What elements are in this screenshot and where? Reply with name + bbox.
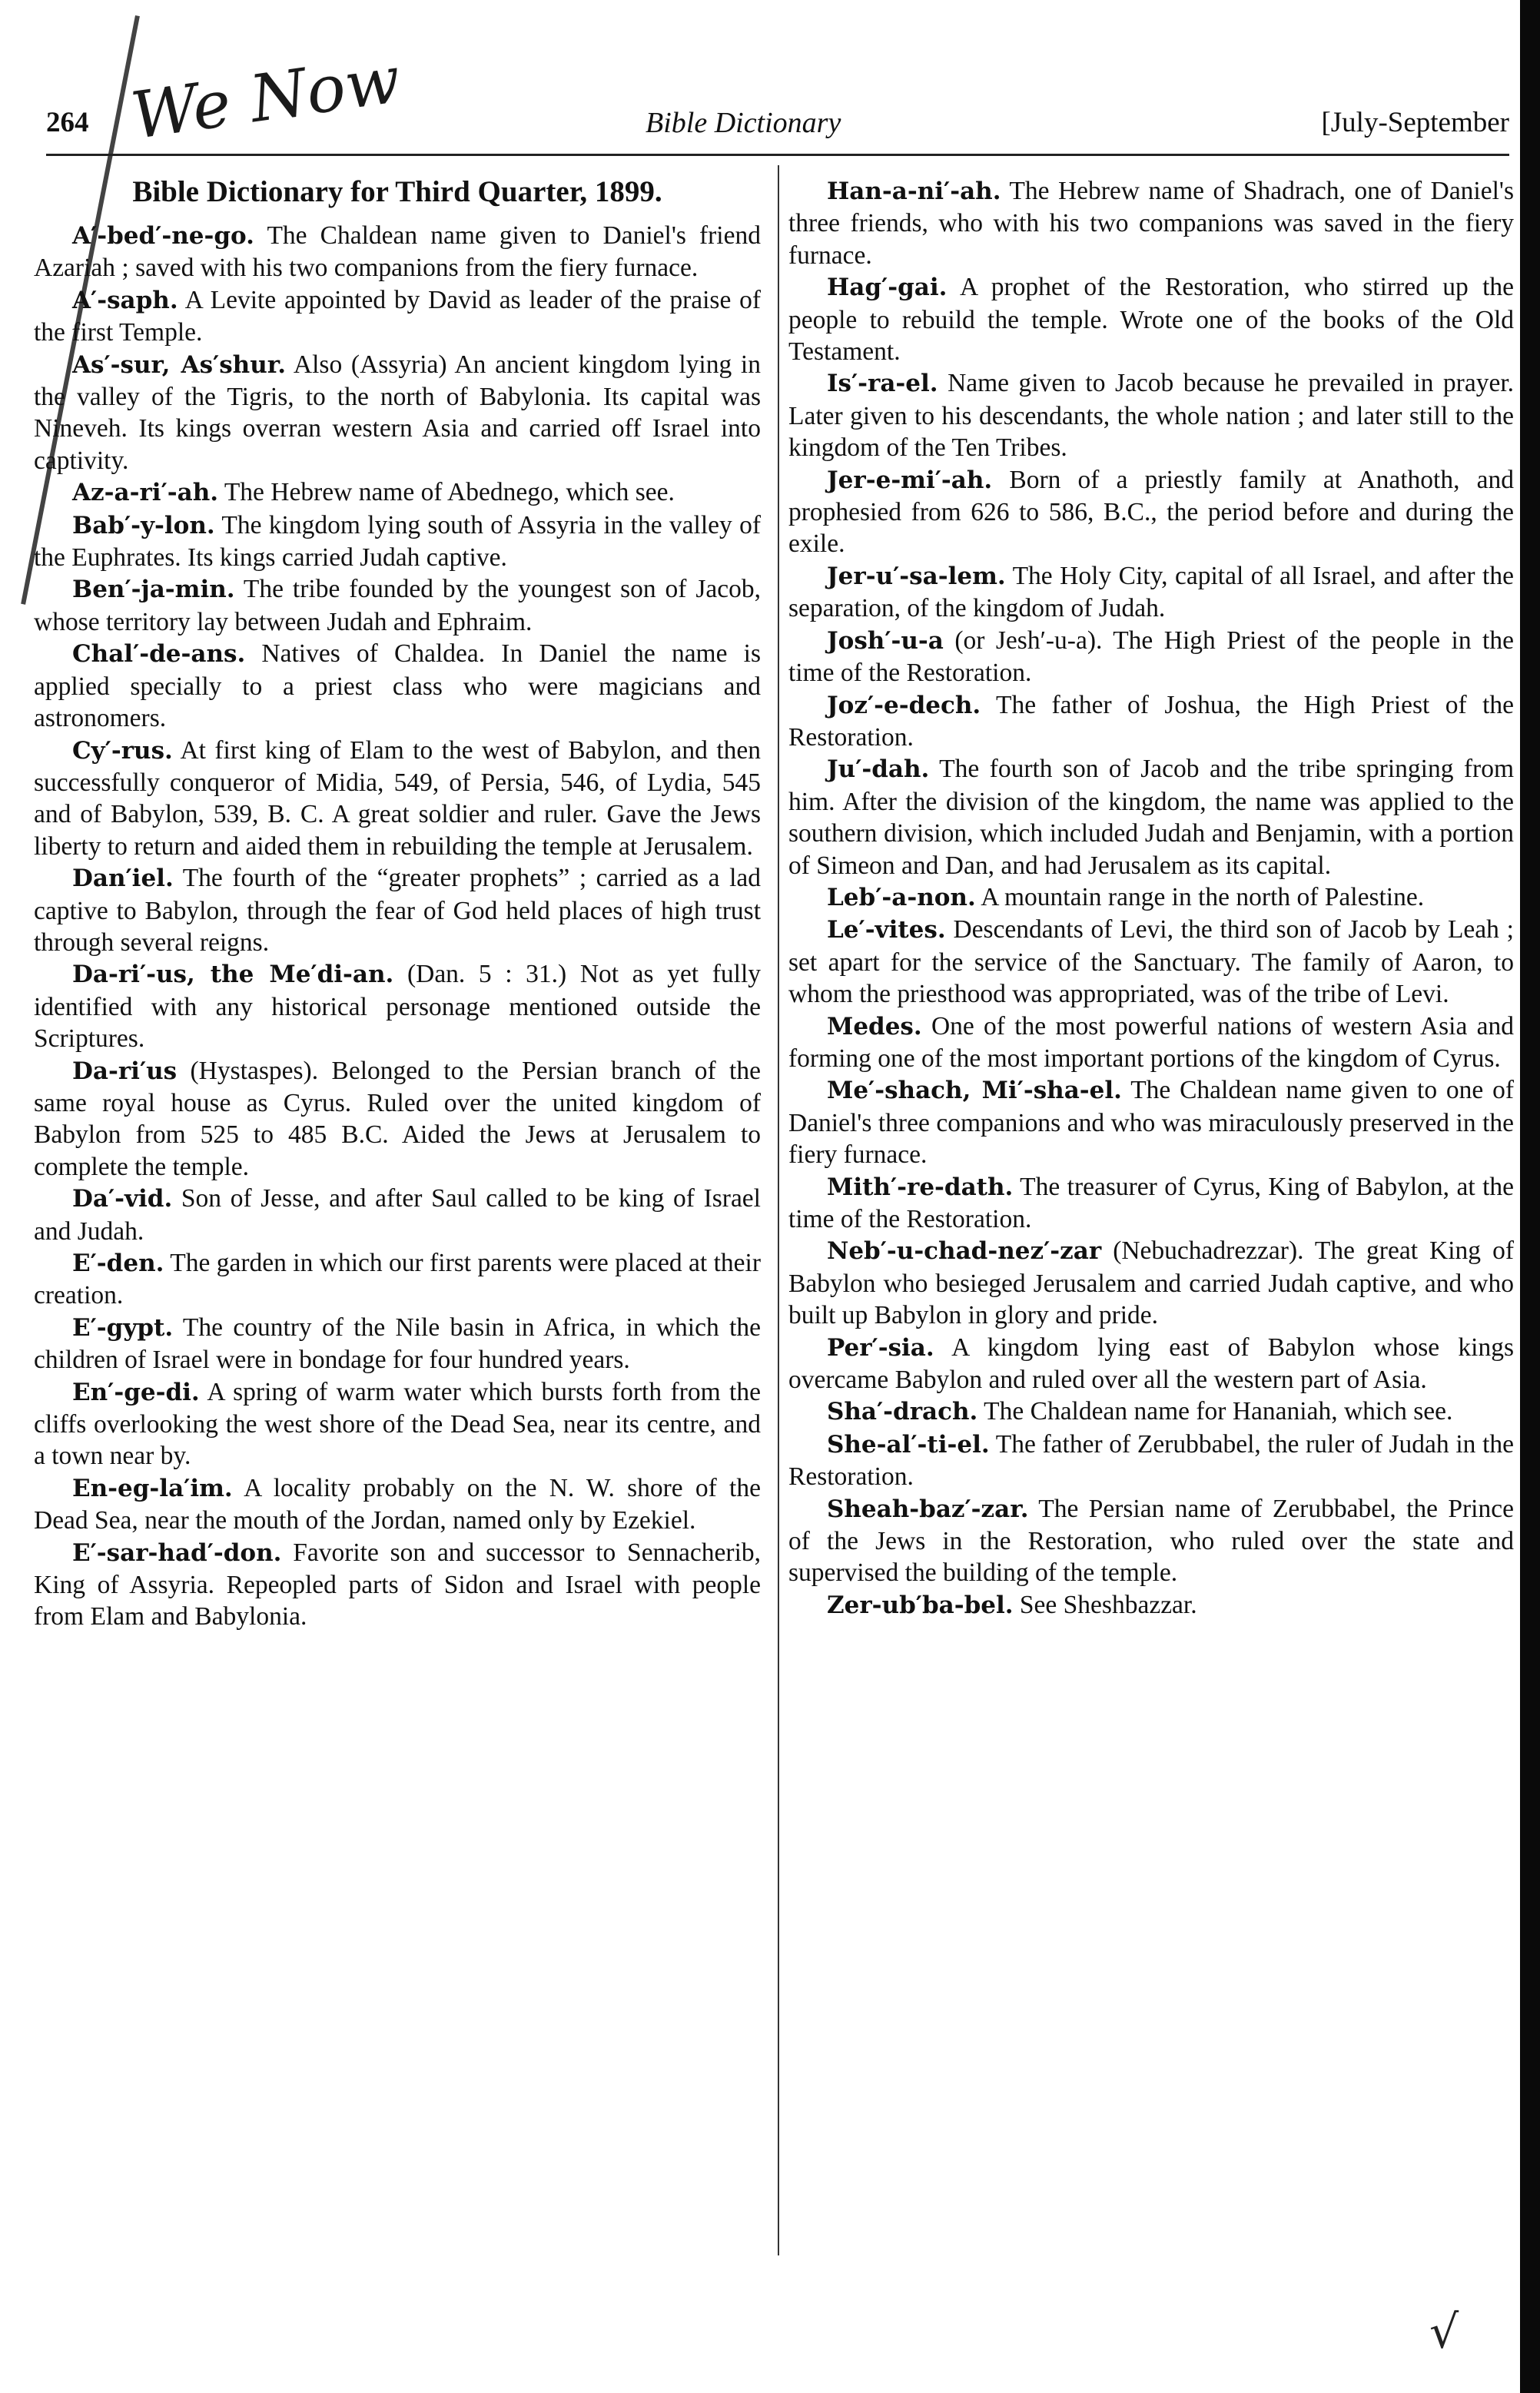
dictionary-entry [34, 284, 761, 349]
entry-headword: Is′-ra-el. [827, 370, 938, 398]
entry-headword: Medes. [827, 1012, 922, 1041]
entry-headword: Ju′-dah. [827, 755, 930, 784]
dictionary-entry [34, 735, 761, 863]
entry-definition: The Holy City, capital of all Israel, and after the separation, of the kingdom of Judah. [788, 561, 1514, 623]
entry-definition: The fourth son of Jacob and the tribe springing from him. After the division of the kingdom, the name was applied to the southern division, which included Judah and Benjamin, with a portion of Simeon and Dan, and had Jerusalem as its capital. [788, 755, 1514, 880]
dictionary-entry [34, 1376, 761, 1472]
scan-edge-bar [1520, 0, 1540, 2393]
dictionary-entry [34, 1472, 761, 1537]
entry-headword: Sha′-drach. [827, 1398, 978, 1426]
entry-headword: Mith′-re-dath. [827, 1173, 1014, 1201]
entry-headword: As′-sur, As′shur. [72, 350, 287, 379]
dictionary-entry [788, 271, 1514, 367]
entry-definition: Descendants of Levi, the third son of Jacob by Leah ; set apart for the service of the Sanctuary. The family of Aaron, to whom the priesthood was appropriated, was of the tribe of Levi. [788, 915, 1514, 1009]
page-header [46, 41, 1509, 154]
dictionary-entry [34, 509, 761, 574]
entry-headword: Per′-sia. [827, 1333, 934, 1362]
dictionary-entry [34, 349, 761, 477]
entry-headword: Sheah-baz′-zar. [827, 1495, 1029, 1523]
dictionary-entry [34, 1247, 761, 1312]
entry-definition: (Nebuchadrezzar). The great King of Babylon who besieged Jerusalem and carried Judah captive, and who built up Babylon in glory and pride. [788, 1236, 1514, 1330]
dictionary-entry [788, 625, 1514, 689]
entry-headword: Le′-vites. [827, 916, 946, 944]
entry-definition: The Persian name of Zerubbabel, the Prince of the Jews in the Restoration, who ruled over the state and supervised the building of the temple. [788, 1494, 1514, 1588]
entry-definition: A prophet of the Restoration, who stirred up the people to rebuild the temple. Wrote one of the books of the Old Testament. [788, 273, 1514, 367]
entry-headword: Da′-vid. [72, 1185, 173, 1213]
entry-definition: At first king of Elam to the west of Babylon, and then successfully conqueror of Midia, 549, of Persia, 546, of Lydia, 545 and of Babylon, 539, B. C. A great soldier and ruler. Gave the Jews liberty to return and aided them in rebuilding the temple at Jerusalem. [34, 735, 762, 861]
dictionary-entry [34, 1055, 761, 1183]
entry-headword: Az-a-ri′-ah. [72, 479, 219, 507]
dictionary-entry [788, 1332, 1514, 1396]
dictionary-entry [788, 464, 1514, 560]
entry-headword: Leb′-a-non. [827, 883, 976, 911]
entry-headword: Neb′-u-chad-nez′-zar [827, 1237, 1102, 1266]
entry-headword: Da-ri′us [72, 1057, 178, 1085]
entry-headword: Jer-u′-sa-lem. [827, 562, 1006, 590]
section-title: Bible Dictionary for Third Quarter, 1899. [132, 175, 662, 208]
entry-definition: The tribe founded by the youngest son of Jacob, whose territory lay between Judah and Ephraim. [34, 575, 761, 636]
dictionary-entry [788, 914, 1514, 1010]
entry-headword: Joz′-e-dech. [827, 691, 981, 719]
entry-definition: Favorite son and successor to Sennacherib, King of Assyria. Repeopled parts of Sidon and Israel with people from Elam and Babylonia. [34, 1538, 762, 1631]
page-number: 264 [46, 107, 89, 138]
entry-definition: See Sheshbazzar. [1019, 1590, 1197, 1619]
entry-definition: Son of Jesse, and after Saul called to be king of Israel and Judah. [34, 1184, 761, 1246]
dictionary-entry [34, 1183, 761, 1247]
entry-definition: A spring of warm water which bursts forth from the cliffs overlooking the west shore of the Dead Sea, near its centre, and a town near by. [34, 1377, 761, 1471]
left-column [34, 175, 761, 1633]
entry-definition: The Chaldean name for Hananiah, which see. [984, 1397, 1453, 1426]
entry-definition: The country of the Nile basin in Africa, in which the children of Israel were in bondage for four hundred years. [34, 1313, 761, 1375]
entry-headword: Da-ri′-us, the Me′di-an. [72, 961, 394, 989]
dictionary-entry [34, 220, 761, 284]
entry-headword: A′-bed′-ne-go. [72, 222, 254, 250]
dictionary-entry [34, 573, 761, 638]
entry-definition: The Hebrew name of Abednego, which see. [224, 478, 675, 507]
entry-definition: The father of Zerubbabel, the ruler of Judah in the Restoration. [788, 1429, 1514, 1492]
dictionary-entry [34, 638, 761, 734]
entry-definition: Name given to Jacob because he prevailed in prayer. Later given to his descendants, the whole nation ; and later still to the kingdom of the Ten Tribes. [788, 369, 1515, 463]
dictionary-entry [788, 1493, 1514, 1589]
entry-headword: Dan′iel. [72, 865, 174, 893]
dictionary-entry [788, 367, 1514, 463]
entry-headword: Bab′-y-lon. [72, 511, 215, 539]
entry-headword: Chal′-de-ans. [72, 640, 246, 669]
entry-definition: Born of a priestly family at Anathoth, and prophesied from 626 to 586, B.C., the period before and during the exile. [788, 465, 1515, 559]
dictionary-entry [788, 1171, 1514, 1236]
entry-headword: E′-gypt. [72, 1313, 174, 1342]
entry-headword: Ben′-ja-min. [72, 576, 235, 604]
dictionary-entry [788, 560, 1514, 625]
entry-definition: (Dan. 5 : 31.) Not as yet fully identified with any historical personage mentioned outside the Scriptures. [34, 960, 761, 1054]
right-column [788, 175, 1514, 1621]
dictionary-entry [34, 1537, 761, 1633]
entry-definition: A locality probably on the N. W. shore of the Dead Sea, near the mouth of the Jordan, named only by Ezekiel. [34, 1473, 761, 1535]
handwritten-note: We Now [126, 41, 405, 154]
dictionary-entry [34, 476, 761, 509]
dictionary-entry [34, 958, 761, 1054]
entry-definition: (or Jesh′-u-a). The High Priest of the people in the time of the Restoration. [788, 626, 1514, 688]
dictionary-entry [788, 1235, 1514, 1331]
column-divider [778, 165, 779, 2255]
check-mark: √ [1429, 2305, 1459, 2359]
quarter-label: [July-September [1321, 107, 1509, 138]
entry-headword: Me′-shach, Mi′-sha-el. [827, 1077, 1122, 1105]
entry-headword: A′-saph. [72, 286, 178, 314]
entry-definition: The fourth of the “greater prophets” ; carried as a lad captive to Babylon, through the fear of God held places of high trust through several reigns. [34, 864, 761, 957]
dictionary-entry [788, 689, 1514, 754]
dictionary-entry [788, 1074, 1514, 1170]
entry-definition: A Levite appointed by David as leader of the praise of the first Temple. [34, 285, 761, 347]
dictionary-entry [788, 753, 1514, 881]
dictionary-entry [788, 1396, 1514, 1428]
entry-headword: Han-a-ni′-ah. [827, 178, 1001, 205]
entry-definition: The garden in which our first parents were placed at their creation. [34, 1249, 761, 1310]
entry-headword: Hag′-gai. [827, 274, 948, 302]
entry-definition: One of the most powerful nations of western Asia and forming one of the most important portions of the kingdom of Cyrus. [788, 1011, 1514, 1073]
dictionary-entry [34, 862, 761, 958]
dictionary-entry [788, 881, 1514, 914]
entry-definition: The Hebrew name of Shadrach, one of Daniel's three friends, who with his two companions was saved in the fiery furnace. [788, 177, 1514, 270]
entry-headword: Josh′-u-a [827, 626, 944, 655]
entry-headword: She-al′-ti-el. [827, 1430, 990, 1459]
dictionary-entry [788, 1429, 1514, 1493]
running-title: Bible Dictionary [646, 107, 841, 139]
entry-definition: The Chaldean name given to Daniel's friend Azariah ; saved with his two companions from the fiery furnace. [34, 221, 761, 283]
entry-definition: A kingdom lying east of Babylon whose kings overcame Babylon and ruled over all the western part of Asia. [788, 1333, 1514, 1395]
dictionary-entry [34, 1312, 761, 1376]
entry-definition: The father of Joshua, the High Priest of the Restoration. [788, 690, 1514, 752]
entry-headword: E′-den. [72, 1250, 164, 1277]
entry-headword: En′-ge-di. [72, 1378, 200, 1406]
entry-definition: (Hystaspes). Belonged to the Persian branch of the same royal house as Cyrus. Ruled over the united kingdom of Babylon from 525 to 485 B.C. Aided the Jews at Jerusalem to complete the temple. [34, 1056, 761, 1181]
dictionary-entry [788, 175, 1514, 271]
dictionary-entry [788, 1589, 1514, 1621]
entry-headword: Zer-ub′ba-bel. [827, 1591, 1014, 1619]
entry-definition: The treasurer of Cyrus, King of Babylon, at the time of the Restoration. [788, 1172, 1514, 1233]
dictionary-entry [788, 1011, 1514, 1075]
entry-headword: En-eg-la′im. [72, 1474, 233, 1502]
entry-headword: E′-sar-had′-don. [72, 1538, 282, 1567]
entry-headword: Jer-e-mi′-ah. [827, 466, 993, 494]
entry-definition: Also (Assyria) An ancient kingdom lying in the valley of the Tigris, to the north of Babylonia. Its capital was Nineveh. Its kings overran western Asia and carried off Israel into captivity. [34, 350, 761, 475]
entry-headword: Cy′-rus. [72, 736, 173, 765]
header-rule [46, 154, 1509, 156]
entry-definition: The kingdom lying south of Assyria in the valley of the Euphrates. Its kings carried Judah captive. [34, 510, 761, 573]
entry-definition: Natives of Chaldea. In Daniel the name is applied specially to a priest class who were magicians and astronomers. [34, 639, 761, 733]
entry-definition: A mountain range in the north of Palestine. [981, 882, 1425, 911]
entry-definition: The Chaldean name given to one of Daniel's three companions and who was miraculously preserved in the fiery furnace. [788, 1076, 1514, 1170]
